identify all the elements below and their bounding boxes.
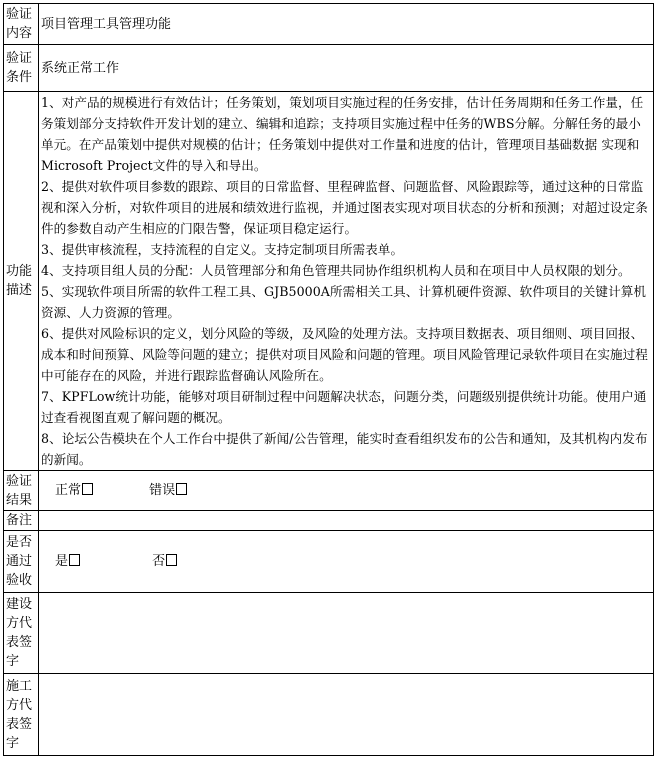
checkbox-yes[interactable] bbox=[69, 554, 80, 566]
row-function-description bbox=[4, 92, 654, 471]
checkbox-error[interactable] bbox=[176, 483, 187, 495]
option-normal-label: 正常 bbox=[55, 483, 82, 498]
label-contractor-signature: 施工方代表签字 bbox=[4, 674, 39, 756]
label-remark: 备注 bbox=[4, 511, 39, 531]
value-verification-condition: 系统正常工作 bbox=[39, 45, 654, 92]
description-paragraph-5: 5、实现软件项目所需的软件工程工具、GJB5000A所需相关工具、计算机硬件资源、软件项目的关键计算机资源、人力资源的管理。 bbox=[41, 284, 647, 320]
description-paragraph-7: 7、KPFLow统计功能，能够对项目研制过程中问题解决状态，问题分类，问题级别提供统计功能。使用户通过查看视图直观了解问题的概况。 bbox=[41, 389, 647, 425]
description-paragraph-1: 1、对产品的规模进行有效估计；任务策划，策划项目实施过程的任务安排，估计任务周期和任务工作量，任务策划部分支持软件开发计划的建立、编辑和追踪；支持项目实施过程中任务的WBS分解。分解任务的最小单元。在产品策划中提供对规模的估计；任务策划中提供对工作量和进度的估计，管理项目基础数据 实现和Microsoft Project文件的导入和导出。 bbox=[41, 95, 644, 173]
option-no[interactable] bbox=[152, 552, 177, 571]
value-function-description bbox=[39, 92, 654, 471]
row-verification-condition bbox=[4, 45, 654, 92]
label-owner-signature: 建设方代表签字 bbox=[4, 593, 39, 674]
value-contractor-signature[interactable] bbox=[39, 674, 654, 756]
option-error-label: 错误 bbox=[149, 483, 176, 498]
description-paragraph-4: 4、支持项目组人员的分配：人员管理部分和角色管理共同协作组织机构人员和在项目中人员权限的划分。 bbox=[41, 263, 631, 278]
description-paragraph-8: 8、论坛公告模块在个人工作台中提供了新闻/公告管理，能实时查看组织发布的公告和通知，及其机构内发布的新闻。 bbox=[41, 431, 648, 467]
value-remark[interactable] bbox=[39, 511, 654, 531]
row-acceptance-passed bbox=[4, 531, 654, 593]
row-remark bbox=[4, 511, 654, 531]
value-verification-result bbox=[39, 471, 654, 511]
label-function-description: 功能描述 bbox=[4, 92, 39, 471]
label-acceptance-passed: 是否通过验收 bbox=[4, 531, 39, 593]
checkbox-normal[interactable] bbox=[82, 483, 93, 495]
row-contractor-signature bbox=[4, 674, 654, 756]
value-acceptance-passed bbox=[39, 531, 654, 593]
option-yes[interactable] bbox=[55, 552, 80, 571]
option-error[interactable] bbox=[149, 481, 187, 500]
value-verification-content: 项目管理工具管理功能 bbox=[39, 4, 654, 45]
description-paragraph-3: 3、提供审核流程，支持流程的自定义。支持定制项目所需表单。 bbox=[41, 242, 404, 257]
label-verification-condition: 验证条件 bbox=[4, 45, 39, 92]
label-verification-result: 验证结果 bbox=[4, 471, 39, 511]
option-normal[interactable] bbox=[55, 481, 93, 500]
verification-form bbox=[3, 3, 653, 756]
row-verification-result bbox=[4, 471, 654, 511]
option-yes-label: 是 bbox=[55, 554, 69, 569]
verification-table bbox=[3, 3, 654, 756]
row-owner-signature bbox=[4, 593, 654, 674]
label-verification-content: 验证内容 bbox=[4, 4, 39, 45]
checkbox-no[interactable] bbox=[166, 554, 177, 566]
row-verification-content bbox=[4, 4, 654, 45]
value-owner-signature[interactable] bbox=[39, 593, 654, 674]
option-no-label: 否 bbox=[152, 554, 166, 569]
description-paragraph-2: 2、提供对软件项目参数的跟踪、项目的日常监督、里程碑监督、问题监督、风险跟踪等，通过这种的日常监视和深入分析，对软件项目的进展和绩效进行监视，并通过图表实现对项目状态的分析和预测；对超过设定条件的参数自动产生相应的门限告警，保证项目稳定运行。 bbox=[41, 179, 648, 236]
description-paragraph-6: 6、提供对风险标识的定义，划分风险的等级，及风险的处理方法。支持项目数据表、项目细则、项目回报、成本和时间预算、风险等问题的建立；提供对项目风险和问题的管理。项目风险管理记录软件项目在实施过程中可能存在的风险，并进行跟踪监督确认风险所在。 bbox=[41, 326, 648, 383]
